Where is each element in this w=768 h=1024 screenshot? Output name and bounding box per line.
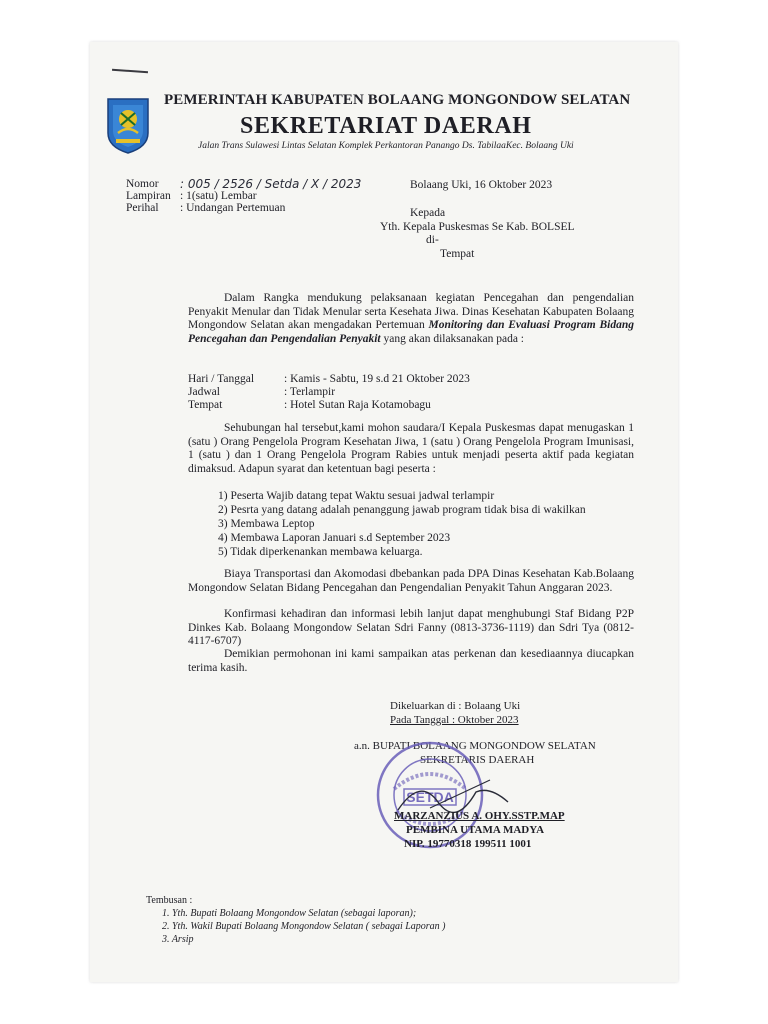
list-item: 1) Peserta Wajib datang tepat Waktu sesuai jadwal terlampir <box>218 490 495 502</box>
list-item: 5) Tidak diperkenankan membawa keluarga. <box>218 546 423 558</box>
nomor-label: Nomor <box>126 178 159 190</box>
list-item: 4) Membawa Laporan Januari s.d September 2023 <box>218 532 451 544</box>
cc-title: Tembusan : <box>146 895 193 906</box>
addressee-kepada: Kepada <box>410 207 446 219</box>
list-item: 3. Arsip <box>162 934 194 945</box>
stamp-text: SETDA <box>406 789 454 805</box>
paragraph-intro <box>188 292 634 346</box>
signatory-rank: PEMBINA UTAMA MADYA <box>406 824 545 836</box>
detail-value: : Kamis - Sabtu, 19 s.d 21 Oktober 2023 <box>284 373 470 385</box>
letter-meta <box>126 178 361 214</box>
list-item: 1. Yth. Bupati Bolaang Mongondow Selatan (sebagai laporan); <box>162 908 417 919</box>
paragraph-intro-text: Dalam Rangka mendukung pelaksanaan kegiatan Pencegahan dan pengendalian Penyakit Menular dan Tidak Menular serta Kesehata Jiwa. Dinas Kesehatan Kabupaten Bolaang Mongondow Selatan akan mengadakan Pertemuan <box>188 292 634 331</box>
signatory-name: MARZANZIUS A. OHY.SSTP.MAP <box>394 810 565 822</box>
letter-date: Bolaang Uki, 16 Oktober 2023 <box>410 179 553 191</box>
nomor-value: : 005 / 2526 / Setda / X / 2023 <box>180 177 362 191</box>
signatory-position: SEKRETARIS DAERAH <box>420 754 535 766</box>
on-behalf-of: a.n. BUPATI BOLAANG MONGONDOW SELATAN <box>354 740 596 752</box>
detail-value: : Terlampir <box>284 386 336 398</box>
list-item: 2) Pesrta yang datang adalah penanggung jawab program tidak bisa di wakilkan <box>218 504 586 516</box>
detail-label: Tempat <box>188 399 223 411</box>
signatory-nip: NIP. 19770318 199511 1001 <box>404 838 532 850</box>
issued-date: Pada Tanggal : Oktober 2023 <box>390 714 519 726</box>
event-details <box>188 373 470 412</box>
addressee <box>380 207 575 261</box>
addressee-yth: Yth. Kepala Puskesmas Se Kab. BOLSEL <box>380 220 575 233</box>
lampiran-label: Lampiran <box>126 190 171 202</box>
requirements-list <box>218 489 586 559</box>
header-government: PEMERINTAH KABUPATEN BOLAANG MONGONDOW SELATAN <box>164 92 631 108</box>
carbon-copy <box>146 894 446 946</box>
paragraph-closing: Demikian permohonan ini kami sampaikan atas perkenan dan kesediaannya diucapkan terima kasih. <box>188 648 634 674</box>
detail-value: : Hotel Sutan Raja Kotamobagu <box>284 399 431 411</box>
header-secretariat: SEKRETARIAT DAERAH <box>240 113 532 139</box>
paragraph-contact: Konfirmasi kehadiran dan informasi lebih lanjut dapat menghubungi Staf Bidang P2P Dinkes Kab. Bolaang Mongondow Selatan Sdri Fanny (0813-3736-1119) dan Sdri Tya (0812-4117-6707) <box>188 608 634 647</box>
scan-mark <box>112 69 148 74</box>
issued-at: Dikeluarkan di : Bolaang Uki <box>390 700 521 712</box>
regency-logo-icon <box>104 95 152 155</box>
lampiran-value: : 1(satu) Lembar <box>180 190 257 202</box>
addressee-tempat: Tempat <box>440 247 475 260</box>
paragraph-funding: Biaya Transportasi dan Akomodasi dbebankan pada DPA Dinas Kesehatan Kab.Bolaang Mongondow Selatan Bidang Pencegahan dan Pengendalian Penyakit Tahun Anggaran 2023. <box>188 568 634 594</box>
list-item: 3) Membawa Leptop <box>218 518 315 530</box>
detail-label: Hari / Tanggal <box>188 373 255 385</box>
paragraph-intro-tail: yang akan dilaksanakan pada : <box>383 332 524 345</box>
perihal-value: : Undangan Pertemuan <box>180 202 286 214</box>
header-address: Jalan Trans Sulawesi Lintas Selatan Komplek Perkantoran Panango Ds. TabilaaKec. Bolaang Uki <box>198 141 574 151</box>
detail-label: Jadwal <box>188 386 220 398</box>
list-item: 2. Yth. Wakil Bupati Bolaang Mongondow Selatan ( sebagai Laporan ) <box>162 921 446 932</box>
perihal-label: Perihal <box>126 202 159 214</box>
addressee-di: di- <box>426 234 439 246</box>
paragraph-request: Sehubungan hal tersebut,kami mohon saudara/I Kepala Puskesmas dapat menugaskan 1 (satu ) Orang Pengelola Program Kesehatan Jiwa, 1 (satu ) Orang Pengelola Program Imunisasi, 1 (satu ) dan 1 Orang Pengelola Program Rabies untuk menjadi peserta aktif pada kegiatan dimaksud. Adapun syarat dan ketentuan bagi peserta : <box>188 422 634 475</box>
letter-page <box>90 42 678 982</box>
paragraph-intro-bold: Monitoring dan Evaluasi Program Bidang Pencegahan dan Pengendalian Penyakit <box>188 319 634 345</box>
